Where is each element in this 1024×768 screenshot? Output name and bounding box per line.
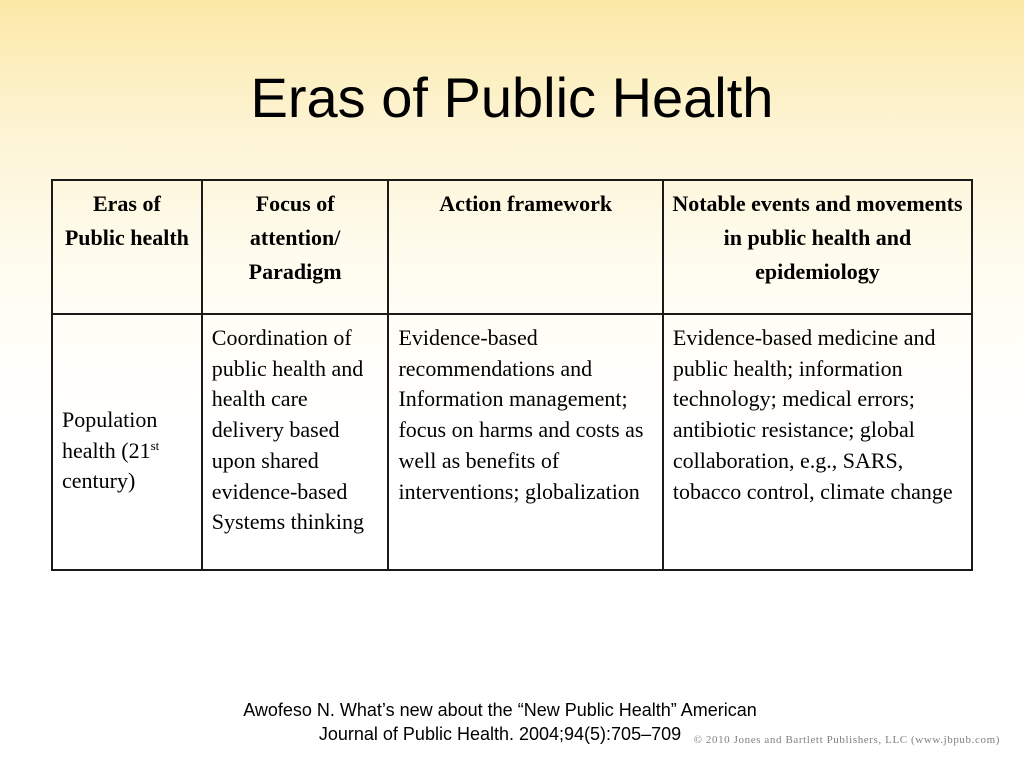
era-superscript: st	[150, 437, 160, 453]
era-text: Population health (21	[62, 406, 158, 463]
header-focus: Focus of attention/ Paradigm	[202, 180, 389, 314]
cell-focus: Coordination of public health and health care delivery based upon shared evidence-based Systems thinking	[202, 314, 389, 570]
header-action: Action framework	[388, 180, 662, 314]
table-header-row	[52, 180, 972, 314]
citation-line-2: Journal of Public Health. 2004;94(5):705–709	[318, 724, 682, 744]
era-suffix: century)	[62, 468, 136, 494]
cell-action: Evidence-based recommendations and Information management; focus on harms and costs as well as benefits of interventions; globalization	[388, 314, 662, 570]
eras-table	[51, 179, 973, 571]
cell-events: Evidence-based medicine and public health; information technology; medical errors; antibiotic resistance; global collaboration, e.g., SARS, tobacco control, climate change	[663, 314, 972, 570]
citation-line-1: Awofeso N. What’s new about the “New Public Health” American	[243, 700, 757, 720]
header-events: Notable events and movements in public health and epidemiology	[663, 180, 972, 314]
cell-era	[52, 314, 202, 570]
copyright-notice: © 2010 Jones and Bartlett Publishers, LLC (www.jbpub.com)	[693, 734, 1000, 746]
slide-title: Eras of Public Health	[250, 66, 774, 129]
table-row	[52, 314, 972, 570]
header-eras: Eras of Public health	[52, 180, 202, 314]
